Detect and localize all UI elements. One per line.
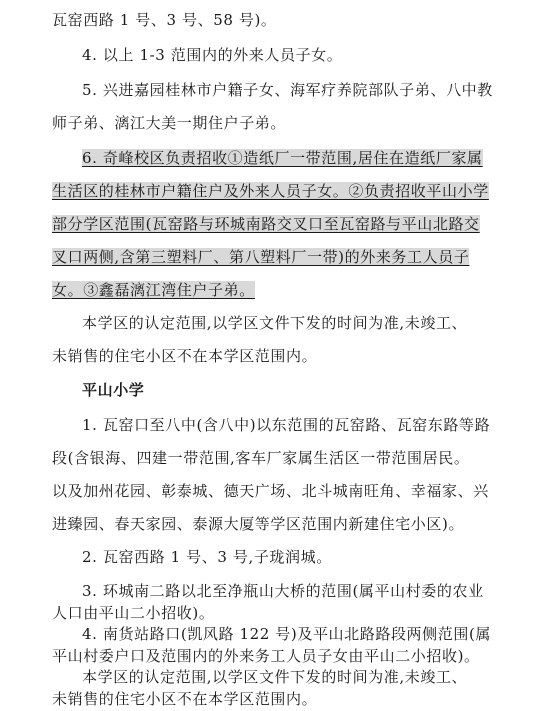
text-line: 4. 以上 1-3 范围内的外来人员子女。: [82, 46, 343, 64]
highlight-line: [52, 247, 469, 267]
highlight-line: [52, 280, 255, 300]
highlighted-text: 部分学区范围(瓦窑路与环城南路交叉口至瓦窑路与平山北路交: [52, 215, 480, 233]
text-line: 5. 兴进嘉园桂林市户籍子女、海军疗养院部队子弟、八中教: [82, 81, 493, 99]
highlighted-text: 6. 奇峰校区负责招收①造纸厂一带范围,居住在造纸厂家属: [82, 149, 483, 167]
text-line: 3. 环城南二路以北至净瓶山大桥的范围(属平山村委的农业: [82, 582, 484, 600]
text-line: 瓦窑西路 1 号、3 号、58 号)。: [52, 11, 277, 29]
text-line: 未销售的住宅小区不在本学区范围内。: [52, 690, 318, 708]
highlighted-text: 叉口两侧,含第三塑料厂、第八塑料厂一带)的外来务工人员子: [52, 248, 470, 266]
text-line: 人口由平山二小招收)。: [52, 603, 215, 622]
highlighted-text: 女。③鑫磊漓江湾住户子弟。: [52, 281, 255, 299]
text-line: 本学区的认定范围,以学区文件下发的时间为准,未竣工、: [82, 314, 468, 332]
highlighted-text: 生活区的桂林市户籍住户及外来人员子女。②负责招收平山小学: [52, 182, 489, 200]
text-line: 以及加州花园、彰泰城、德天广场、北斗城南旺角、幸福家、兴: [52, 482, 489, 500]
section-heading: 平山小学: [82, 381, 145, 399]
highlight-line: [52, 181, 489, 201]
highlight-line: [52, 214, 480, 234]
text-line: 2. 瓦窑西路 1 号、3 号,子珑润城。: [82, 548, 332, 566]
text-line: 本学区的认定范围,以学区文件下发的时间为准,未竣工、: [82, 668, 468, 687]
text-line: 4. 南货站路口(凯风路 122 号)及平山北路路段两侧范围(属: [82, 625, 492, 644]
text-line: 未销售的住宅小区不在本学区范围内。: [52, 347, 318, 365]
text-line: 师子弟、漓江大美一期住户子弟。: [52, 114, 287, 132]
text-line: 进臻园、春天家园、泰源大厦等学区范围内新建住宅小区)。: [52, 515, 465, 533]
highlight-line: [82, 148, 483, 168]
text-line: 段(含银海、四建一带范围,客车厂家属生活区一带范围居民。: [52, 449, 470, 467]
text-line: 平山村委户口及范围内的外来务工人员子女由平山二小招收)。: [52, 646, 480, 665]
text-line: 1. 瓦窑口至八中(含八中)以东范围的瓦窑路、瓦窑东路等路: [82, 416, 491, 434]
